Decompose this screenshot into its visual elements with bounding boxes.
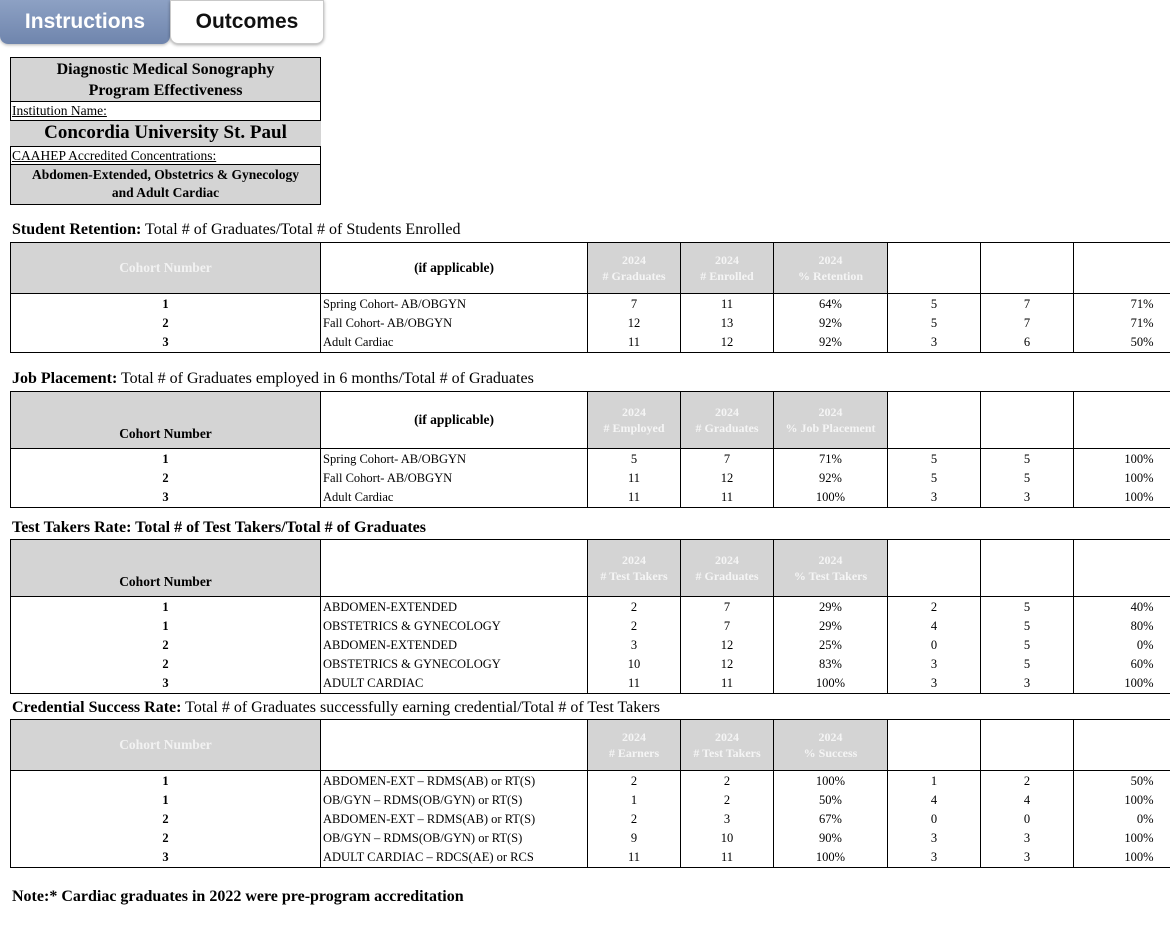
cell-value: 12 — [681, 333, 774, 353]
program-title-line1: Diagnostic Medical Sonography — [56, 61, 275, 78]
col-header-label: # Graduates — [695, 569, 759, 583]
table-row — [11, 655, 1170, 674]
cell-value: 3 — [888, 848, 981, 868]
col-header-cohort: Cohort Number — [11, 720, 321, 771]
col-header-label: # Earners — [608, 746, 660, 760]
program-title-line2: Program Effectiveness — [88, 82, 243, 99]
program-title — [10, 57, 321, 102]
cell-cohort-name: ADULT CARDIAC — [321, 674, 588, 694]
testtakers-table — [10, 539, 1170, 694]
cell-value: 100% — [774, 848, 888, 868]
concentrations-line2: and Adult Cardiac — [111, 185, 220, 200]
cell-value: 71% — [774, 449, 888, 470]
cell-value: 5 — [981, 655, 1074, 674]
col-header-year: 2024 — [622, 405, 646, 419]
col-header-label: # Enrolled — [700, 269, 754, 283]
cell-value: 7 — [681, 597, 774, 618]
concentrations-line1: Abdomen-Extended, Obstetrics & Gynecology — [32, 167, 299, 182]
cell-value: 10 — [681, 829, 774, 848]
placement-heading — [12, 370, 534, 388]
cell-cohort-number: 2 — [11, 810, 321, 829]
cell-value: 6 — [981, 333, 1074, 353]
concentrations-label: CAAHEP Accredited Concentrations: — [10, 146, 321, 165]
cell-cohort-number: 1 — [11, 617, 321, 636]
table-row — [11, 810, 1170, 829]
cell-cohort-name: ABDOMEN-EXTENDED — [321, 636, 588, 655]
credential-heading-text: Total # of Graduates successfully earning credential/Total # of Test Takers — [181, 699, 660, 716]
cell-value: 92% — [774, 314, 888, 333]
cell-value: 2 — [588, 810, 681, 829]
cell-value: 11 — [588, 469, 681, 488]
col-header-year: 2024 — [622, 253, 646, 267]
cell-value: 3 — [888, 488, 981, 508]
cell-cohort-name: OBSTETRICS & GYNECOLOGY — [321, 617, 588, 636]
cell-value: 11 — [681, 674, 774, 694]
cell-value: 83% — [774, 655, 888, 674]
table-row — [11, 636, 1170, 655]
placement-heading-bold: Job Placement: — [12, 370, 118, 387]
col-header-year: 2024 — [818, 405, 843, 419]
cell-value: 7 — [981, 314, 1074, 333]
cell-cohort-name: Fall Cohort- AB/OBGYN — [321, 469, 588, 488]
col-header-label: # Test Takers — [600, 569, 668, 583]
cell-value: 50% — [774, 791, 888, 810]
institution-name: Concordia University St. Paul — [10, 121, 321, 146]
table-row — [11, 771, 1170, 792]
header-row — [11, 720, 1170, 771]
cell-value: 100% — [774, 488, 888, 508]
cell-value: 60% — [1130, 657, 1154, 671]
cell-value: 100% — [1124, 452, 1154, 466]
cell-value: 0% — [1136, 812, 1154, 826]
cell-value: 50% — [1130, 774, 1154, 788]
cell-value: 0 — [981, 810, 1074, 829]
col-header-metric — [774, 720, 888, 771]
cell-value: 11 — [588, 488, 681, 508]
cell-value: 7 — [681, 449, 774, 470]
cell-value: 100% — [1124, 793, 1154, 807]
credential-table — [10, 719, 1170, 868]
cell-value: 100% — [774, 674, 888, 694]
col-header-metric — [681, 720, 774, 771]
cell-value: 3 — [981, 829, 1074, 848]
table-row — [11, 469, 1170, 488]
col-header-label: % Test Takers — [793, 569, 868, 583]
table-row — [11, 597, 1170, 618]
credential-table-grid — [10, 719, 1170, 868]
cell-value: 11 — [588, 674, 681, 694]
table-row — [11, 674, 1170, 694]
cell-value: 3 — [588, 636, 681, 655]
cell-cohort-name: Adult Cardiac — [321, 333, 588, 353]
cell-cohort-name: Adult Cardiac — [321, 488, 588, 508]
col-header-metric — [681, 392, 774, 449]
cell-cohort-name: ABDOMEN-EXT – RDMS(AB) or RT(S) — [321, 810, 588, 829]
cell-cohort-number: 2 — [11, 636, 321, 655]
cell-value: 64% — [774, 294, 888, 315]
col-header-empty — [1074, 243, 1170, 294]
cell-cohort-name: OB/GYN – RDMS(OB/GYN) or RT(S) — [321, 829, 588, 848]
retention-heading-bold: Student Retention: — [12, 221, 142, 238]
cell-value: 3 — [888, 333, 981, 353]
col-header-year: 2024 — [818, 730, 843, 744]
cell-value: 11 — [681, 294, 774, 315]
cell-value: 3 — [681, 810, 774, 829]
cell-cohort-number: 3 — [11, 488, 321, 508]
cell-value: 11 — [681, 488, 774, 508]
cell-cohort-number: 1 — [11, 771, 321, 792]
cell-value: 29% — [774, 617, 888, 636]
col-header-metric — [588, 392, 681, 449]
testtakers-heading — [12, 519, 426, 537]
placement-table-grid — [10, 391, 1170, 508]
cell-cohort-name: ABDOMEN-EXTENDED — [321, 597, 588, 618]
retention-heading-text: Total # of Graduates/Total # of Students Enrolled — [141, 221, 461, 238]
cell-value: 2 — [681, 791, 774, 810]
col-header-label: # Graduates — [695, 421, 759, 435]
cell-value: 12 — [681, 636, 774, 655]
col-header-metric — [588, 720, 681, 771]
cell-value: 5 — [888, 469, 981, 488]
table-row — [11, 449, 1170, 470]
col-header-applicable — [321, 720, 588, 771]
cell-value: 0% — [1136, 638, 1154, 652]
cell-value: 0 — [888, 810, 981, 829]
col-header-metric — [588, 540, 681, 597]
col-header-metric — [681, 243, 774, 294]
cell-value: 100% — [1124, 831, 1154, 845]
concentrations-value — [10, 165, 321, 205]
cell-value: 3 — [888, 674, 981, 694]
cell-value: 3 — [888, 655, 981, 674]
col-header-year: 2024 — [715, 405, 739, 419]
placement-table — [10, 391, 1170, 508]
cell-value: 71% — [1130, 297, 1154, 311]
col-header-empty — [888, 720, 981, 771]
col-header-label: % Retention — [798, 269, 863, 283]
cell-value: 2 — [588, 771, 681, 792]
col-header-empty — [888, 392, 981, 449]
cell-value: 11 — [681, 848, 774, 868]
cell-value: 3 — [981, 674, 1074, 694]
cell-cohort-name: Spring Cohort- AB/OBGYN — [321, 294, 588, 315]
header-row — [11, 392, 1170, 449]
cell-value: 92% — [774, 469, 888, 488]
cell-value: 100% — [1074, 674, 1170, 694]
col-header-cohort: Cohort Number — [11, 540, 321, 597]
cell-cohort-name: ADULT CARDIAC – RDCS(AE) or RCS — [321, 848, 588, 868]
cell-value: 2 — [888, 597, 981, 618]
cell-value: 67% — [774, 810, 888, 829]
cell-value: 11 — [588, 333, 681, 353]
col-header-empty — [1074, 540, 1170, 597]
table-row — [11, 333, 1170, 353]
cell-value: 4 — [888, 791, 981, 810]
cell-value: 4 — [981, 791, 1074, 810]
table-row — [11, 617, 1170, 636]
table-row — [11, 829, 1170, 848]
cell-value: 1 — [888, 771, 981, 792]
cell-value: 100% — [1074, 848, 1170, 868]
cell-cohort-name: Fall Cohort- AB/OBGYN — [321, 314, 588, 333]
col-header-empty — [888, 243, 981, 294]
cell-value: 25% — [774, 636, 888, 655]
col-header-empty — [981, 243, 1074, 294]
col-header-year: 2024 — [715, 730, 739, 744]
placement-heading-text: Total # of Graduates employed in 6 months/Total # of Graduates — [117, 370, 534, 387]
col-header-label: # Test Takers — [693, 746, 761, 760]
col-header-year: 2024 — [818, 553, 843, 567]
cell-cohort-number: 3 — [11, 674, 321, 694]
col-header-label: # Graduates — [602, 269, 666, 283]
testtakers-table-grid — [10, 539, 1170, 694]
col-header-metric — [774, 243, 888, 294]
cell-value: 50% — [1074, 333, 1170, 353]
col-header-cohort: Cohort Number — [11, 243, 321, 294]
col-header-applicable: (if applicable) — [321, 392, 588, 449]
cell-value: 5 — [588, 449, 681, 470]
table-row — [11, 791, 1170, 810]
cell-value: 12 — [681, 655, 774, 674]
cell-value: 5 — [981, 449, 1074, 470]
credential-heading — [12, 699, 660, 717]
cell-cohort-number: 2 — [11, 829, 321, 848]
cell-value: 29% — [774, 597, 888, 618]
cell-cohort-number: 3 — [11, 848, 321, 868]
cell-value: 7 — [981, 294, 1074, 315]
cell-value: 40% — [1130, 600, 1154, 614]
cell-value: 2 — [681, 771, 774, 792]
cell-cohort-name: OBSTETRICS & GYNECOLOGY — [321, 655, 588, 674]
col-header-label: % Job Placement — [785, 421, 876, 435]
credential-heading-bold: Credential Success Rate: — [12, 699, 182, 716]
footnote: Note:* Cardiac graduates in 2022 were pre-program accreditation — [12, 888, 464, 905]
col-header-metric — [774, 392, 888, 449]
col-header-empty — [1074, 392, 1170, 449]
col-header-empty — [1074, 720, 1170, 771]
cell-value: 5 — [981, 636, 1074, 655]
cell-value: 4 — [888, 617, 981, 636]
cell-value: 80% — [1130, 619, 1154, 633]
table-row — [11, 314, 1170, 333]
col-header-empty — [981, 392, 1074, 449]
col-header-empty — [981, 540, 1074, 597]
header-row — [11, 243, 1170, 294]
cell-value: 7 — [588, 294, 681, 315]
cell-cohort-name: Spring Cohort- AB/OBGYN — [321, 449, 588, 470]
cell-value: 90% — [774, 829, 888, 848]
table-row — [11, 848, 1170, 868]
retention-table-grid — [10, 242, 1170, 353]
cell-value: 5 — [981, 469, 1074, 488]
cell-value: 100% — [774, 771, 888, 792]
cell-value: 0 — [888, 636, 981, 655]
cell-cohort-number: 1 — [11, 597, 321, 618]
cell-value: 13 — [681, 314, 774, 333]
table-row — [11, 294, 1170, 315]
retention-table — [10, 242, 1170, 353]
cell-value: 3 — [981, 488, 1074, 508]
tab-instructions[interactable]: Instructions — [0, 0, 170, 44]
cell-value: 5 — [981, 597, 1074, 618]
cell-value: 9 — [588, 829, 681, 848]
col-header-empty — [981, 720, 1074, 771]
col-header-metric — [588, 243, 681, 294]
cell-value: 3 — [981, 848, 1074, 868]
col-header-metric — [681, 540, 774, 597]
cell-cohort-number: 1 — [11, 791, 321, 810]
cell-cohort-name: ABDOMEN-EXT – RDMS(AB) or RT(S) — [321, 771, 588, 792]
col-header-empty — [888, 540, 981, 597]
col-header-applicable: (if applicable) — [321, 243, 588, 294]
cell-value: 5 — [888, 294, 981, 315]
cell-value: 11 — [588, 848, 681, 868]
cell-cohort-number: 1 — [11, 449, 321, 470]
col-header-label: % Success — [803, 746, 858, 760]
table-row — [11, 488, 1170, 508]
cell-cohort-number: 2 — [11, 655, 321, 674]
cell-value: 2 — [588, 597, 681, 618]
col-header-year: 2024 — [818, 253, 843, 267]
cell-cohort-number: 2 — [11, 469, 321, 488]
cell-value: 5 — [888, 449, 981, 470]
cell-value: 10 — [588, 655, 681, 674]
cell-value: 7 — [681, 617, 774, 636]
col-header-label: # Employed — [603, 421, 665, 435]
col-header-year: 2024 — [715, 553, 739, 567]
cell-value: 2 — [981, 771, 1074, 792]
cell-value: 3 — [888, 829, 981, 848]
cell-value: 100% — [1074, 488, 1170, 508]
header-row — [11, 540, 1170, 597]
col-header-year: 2024 — [715, 253, 739, 267]
col-header-applicable — [321, 540, 588, 597]
cell-value: 71% — [1130, 316, 1154, 330]
cell-value: 2 — [588, 617, 681, 636]
retention-heading — [12, 221, 461, 239]
cell-cohort-number: 3 — [11, 333, 321, 353]
cell-cohort-number: 2 — [11, 314, 321, 333]
col-header-metric — [774, 540, 888, 597]
col-header-year: 2024 — [622, 730, 646, 744]
cell-value: 1 — [588, 791, 681, 810]
tab-outcomes[interactable]: Outcomes — [170, 0, 324, 44]
cell-value: 5 — [888, 314, 981, 333]
col-header-cohort: Cohort Number — [11, 392, 321, 449]
col-header-year: 2024 — [622, 553, 646, 567]
cell-value: 12 — [588, 314, 681, 333]
cell-value: 100% — [1124, 471, 1154, 485]
cell-cohort-number: 1 — [11, 294, 321, 315]
institution-label: Institution Name: — [10, 102, 321, 121]
testtakers-heading-bold: Test Takers Rate: Total # of Test Takers/Total # of Graduates — [12, 519, 426, 536]
cell-value: 12 — [681, 469, 774, 488]
cell-value: 92% — [774, 333, 888, 353]
cell-cohort-name: OB/GYN – RDMS(OB/GYN) or RT(S) — [321, 791, 588, 810]
cell-value: 5 — [981, 617, 1074, 636]
